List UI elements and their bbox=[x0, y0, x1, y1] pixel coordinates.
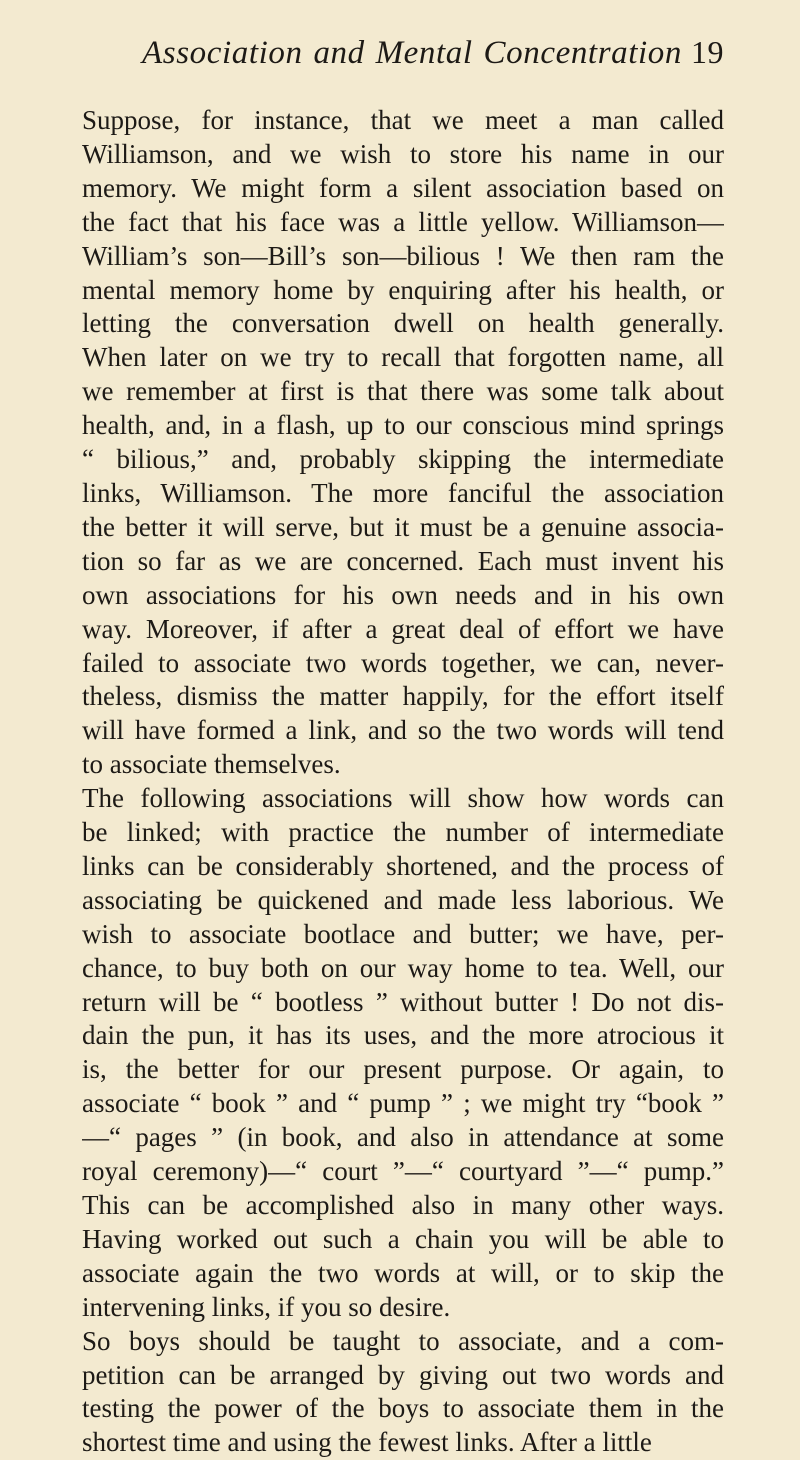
text-line: memory. We might form a silent association based on bbox=[82, 172, 724, 203]
text-line: royal ceremony)—“ court ”—“ courtyard ”—“ pump.” bbox=[82, 1156, 724, 1187]
text-line: intervening links, if you so desire. bbox=[82, 1291, 451, 1322]
text-line: petition can be arranged by giving out two words and bbox=[82, 1359, 724, 1390]
text-line: associate again the two words at will, or to skip the bbox=[82, 1257, 724, 1288]
text-line: —“ pages ” (in book, and also in attendance at some bbox=[82, 1122, 724, 1153]
text-line: the fact that his face was a little yellow. Williamson— bbox=[82, 206, 724, 237]
text-line: testing the power of the boys to associate them in the bbox=[82, 1393, 724, 1424]
page-number: 19 bbox=[691, 34, 724, 70]
paragraph-1 bbox=[82, 104, 724, 782]
text-line: we remember at first is that there was some talk about bbox=[82, 376, 724, 407]
text-line: be linked; with practice the number of intermediate bbox=[82, 817, 724, 848]
text-line: This can be accomplished also in many other ways. bbox=[82, 1190, 724, 1220]
text-line: way. Moreover, if after a great deal of effort we have bbox=[82, 613, 724, 644]
text-line: chance, to buy both on our way home to tea. Well, our bbox=[82, 952, 724, 983]
text-line: tion so far as we are concerned. Each must invent his bbox=[82, 545, 724, 576]
running-title: Association and Mental Concentration bbox=[142, 35, 682, 71]
text-line: letting the conversation dwell on health generally. bbox=[82, 308, 724, 339]
text-line: is, the better for our present purpose. Or again, to bbox=[82, 1054, 724, 1085]
text-line: links, Williamson. The more fanciful the association bbox=[82, 477, 724, 508]
text-line: the better it will serve, but it must be a genuine associa- bbox=[82, 511, 724, 542]
text-line: When later on we try to recall that forgotten name, all bbox=[82, 342, 724, 373]
text-line: shortest time and using the fewest links. After a little bbox=[82, 1427, 652, 1458]
text-line: return will be “ bootless ” without butter ! Do not dis- bbox=[82, 986, 724, 1017]
running-head bbox=[82, 34, 724, 84]
text-line: wish to associate bootlace and butter; we have, per- bbox=[82, 918, 724, 949]
text-line: links can be considerably shortened, and the process of bbox=[82, 850, 724, 881]
text-line: to associate themselves. bbox=[82, 749, 341, 780]
text-line: own associations for his own needs and in his own bbox=[82, 579, 724, 610]
text-line: associating be quickened and made less laborious. We bbox=[82, 884, 724, 915]
body-text bbox=[82, 104, 724, 1460]
text-line: associate “ book ” and “ pump ” ; we might try “book ” bbox=[82, 1088, 724, 1119]
text-line: Having worked out such a chain you will be able to bbox=[82, 1223, 724, 1254]
text-line: Williamson, and we wish to store his name in our bbox=[82, 138, 724, 169]
text-line: dain the pun, it has its uses, and the more atrocious it bbox=[82, 1020, 724, 1051]
text-line: William’s son—Bill’s son—bilious ! We then ram the bbox=[82, 240, 724, 271]
text-line: health, and, in a flash, up to our conscious mind springs bbox=[82, 410, 724, 441]
text-line: failed to associate two words together, we can, never- bbox=[82, 647, 724, 678]
text-line: theless, dismiss the matter happily, for the effort itself bbox=[82, 681, 724, 712]
paragraph-3 bbox=[82, 1325, 724, 1460]
text-line: So boys should be taught to associate, and a com- bbox=[82, 1325, 724, 1356]
text-line: The following associations will show how words can bbox=[82, 783, 724, 814]
text-line: Suppose, for instance, that we meet a man called bbox=[82, 105, 724, 135]
text-line: mental memory home by enquiring after his health, or bbox=[82, 274, 724, 305]
paragraph-2 bbox=[82, 782, 724, 1325]
text-line: “ bilious,” and, probably skipping the intermediate bbox=[82, 444, 724, 475]
text-line: will have formed a link, and so the two words will tend bbox=[82, 715, 724, 746]
